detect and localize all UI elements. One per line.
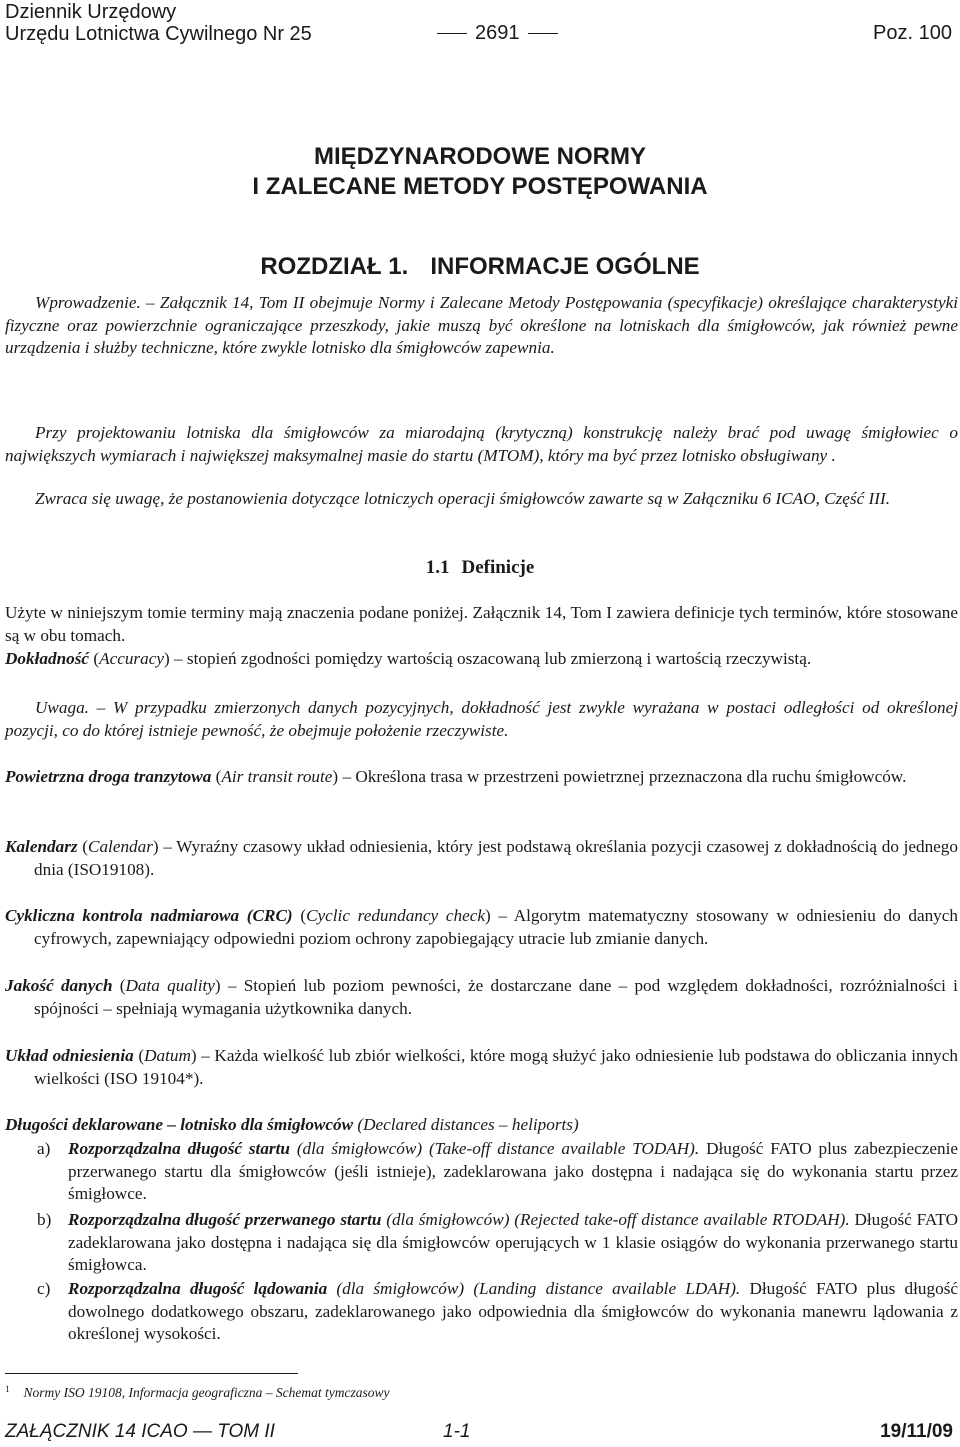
text-crc: – Algorytm matematyczny stosowany w odniesieniu do danych cyfrowych, zapewniający odpowiedni poziom ochrony zapobiegający utracie lub zmianie danych. — [34, 906, 958, 948]
item-term-a: Rozporządzalna długość startu — [68, 1139, 290, 1158]
definition-data-quality: Jakość danych (Data quality) – Stopień lub poziom pewności, że dostarczane dane – pod względem dokładności, rozróżnialności i spójności – spełniają wymagania użytkownika danych. — [5, 976, 958, 1018]
title-line-1: MIĘDZYNARODOWE NORMY — [314, 143, 646, 170]
declared-item-a — [37, 1138, 958, 1206]
text-accuracy: – stopień zgodności pomiędzy wartością oszacowaną lub zmierzoną i wartością rzeczywistą. — [169, 649, 812, 668]
term-crc: Cykliczna kontrola nadmiarowa (CRC) — [5, 906, 293, 925]
english-datum: Datum — [144, 1046, 191, 1065]
term-air-transit-route: Powietrzna droga tranzytowa — [5, 767, 212, 786]
definition-crc: Cykliczna kontrola nadmiarowa (CRC) (Cyclic redundancy check) – Algorytm matematyczny stosowany w odniesieniu do danych cyfrowych, zapewniający odpowiedni poziom ochrony zapobiegający utracie lub zmianie danych. — [5, 906, 958, 948]
footnote-text: Normy ISO 19108, Informacja geograficzna – Schemat tymczasowy — [23, 1385, 390, 1400]
section-number: 1.1 — [425, 557, 450, 578]
footer-annex: ZAŁĄCZNIK 14 ICAO — TOM II — [5, 1421, 275, 1442]
definition-declared-distances — [5, 1114, 958, 1137]
chapter-label: ROZDZIAŁ 1. — [260, 253, 409, 280]
item-text-c: Długość FATO plus długość dowolnego dodatkowego obszaru, zadeklarowanego jako odpowiednia dla śmigłowców do wykonania manewru lądowania z określonej wysokości. — [68, 1279, 959, 1344]
english-data-quality: Data quality — [125, 976, 215, 995]
term-declared-distances: Długości deklarowane – lotnisko dla śmigłowców — [5, 1115, 354, 1134]
footnote-rule — [5, 1373, 298, 1374]
intro-lead: Wprowadzenie. – — [35, 293, 160, 312]
journal-name: Dziennik Urzędowy — [5, 1, 177, 23]
definition-datum: Układ odniesienia (Datum) – Każda wielkość lub zbiór wielkości, które mogą służyć jako odniesienie lub podstawa do obliczania innych wielkości (ISO 19104*). — [5, 1046, 958, 1088]
intro-paragraph-2: Przy projektowaniu lotniska dla śmigłowców za miarodajną (krytyczną) konstrukcję należy brać pod uwagę śmigłowiec o największych wymiarach i największej maksymalnej masie do startu (MTOM), który ma być przez lotnisko obsługiwany . — [5, 423, 958, 465]
item-term-b: Rozporządzalna długość przerwanego startu — [68, 1210, 382, 1229]
english-calendar: Calendar — [87, 837, 153, 856]
definition-accuracy: Dokładność (Accuracy) – stopień zgodności pomiędzy wartością oszacowaną lub zmierzoną i wartością rzeczywistą. — [5, 649, 812, 668]
item-body-a — [68, 1138, 958, 1206]
item-body-c — [68, 1278, 958, 1346]
intro-text: Załącznik 14, Tom II obejmuje Normy i Zalecane Metody Postępowania (specyfikacje) określające charakterystyki fizyczne oraz powierzchnie ograniczające przeszkody, jakie muszą być określone na lotniskach dla śmigłowców, jak również pewne urządzenia i służby techniczne, które zwykle lotnisko dla śmigłowców zapewnia. — [5, 293, 958, 358]
intro-paragraph-1 — [5, 292, 958, 360]
item-qualifier-c: (dla śmigłowców) (Landing distance available LDAH). — [327, 1279, 741, 1298]
declared-item-c — [37, 1278, 958, 1346]
item-qualifier-b: (dla śmigłowców) (Rejected take-off distance available RTODAH). — [381, 1210, 850, 1229]
item-text-b: Długość FATO zadeklarowana jako dostępna i nadająca się dla śmigłowców operujących w 1 klasie osiągów do wykonania przerwanego startu śmigłowca. — [68, 1210, 958, 1275]
item-label-a: a) — [37, 1139, 51, 1158]
english-accuracy: Accuracy — [99, 649, 164, 668]
item-term-c: Rozporządzalna długość lądowania — [68, 1279, 328, 1298]
text-datum: – Każda wielkość lub zbiór wielkości, które mogą służyć jako odniesienie lub podstawa do obliczania innych wielkości (ISO 19104*). — [34, 1046, 958, 1088]
dash-right — [528, 33, 558, 34]
footnote-marker: 1 — [5, 1384, 10, 1394]
page-number: 2691 — [475, 22, 520, 44]
definition-air-transit-route: Powietrzna droga tranzytowa (Air transit route) – Określona trasa w przestrzeni powietrznej przeznaczona dla ruchu śmigłowców. — [5, 767, 907, 786]
item-text-a: Długość FATO plus zabezpieczenie przerwanego startu dla śmigłowców (jeśli istnieje), zadeklarowana jako dostępna i nadająca się do wykonania startu przez śmigłowce. — [68, 1139, 958, 1204]
english-declared-distances: (Declared distances – heliports) — [353, 1115, 579, 1134]
intro-paragraph-3: Zwraca się uwagę, że postanowienia dotyczące lotniczych operacji śmigłowców zawarte są w Załączniku 6 ICAO, Część III. — [35, 489, 890, 508]
dash-left — [437, 33, 467, 34]
page-number-header — [429, 22, 566, 44]
declared-item-b — [37, 1209, 958, 1277]
footnote — [5, 1380, 389, 1402]
definitions-intro: Użyte w niniejszym tomie terminy mają znaczenia podane poniżej. Załącznik 14, Tom I zawiera definicje tych terminów, które stosowane są w obu tomach. — [5, 603, 958, 645]
term-accuracy: Dokładność — [5, 649, 90, 668]
chapter-name: INFORMACJE OGÓLNE — [430, 253, 700, 280]
item-label-c: c) — [37, 1279, 51, 1298]
text-data-quality: – Stopień lub poziom pewności, że dostarczane dane – pod względem dokładności, rozróżnialności i spójności – spełniają wymagania użytkownika danych. — [34, 976, 958, 1018]
item-label-b: b) — [37, 1210, 52, 1229]
title-line-2: I ZALECANE METODY POSTĘPOWANIA — [252, 173, 708, 200]
section-heading — [0, 557, 960, 579]
english-air-transit-route: Air transit route — [221, 767, 333, 786]
chapter-heading — [0, 252, 960, 282]
text-calendar: – Wyraźny czasowy układ odniesienia, który jest podstawą określania pozycji czasowej z dokładnością do jednego dnia (ISO19108). — [34, 837, 958, 879]
journal-issue: Urzędu Lotnictwa Cywilnego Nr 25 — [5, 23, 312, 45]
definition-calendar: Kalendarz (Calendar) – Wyraźny czasowy układ odniesienia, który jest podstawą określania pozycji czasowej z dokładnością do jednego dnia (ISO19108). — [5, 837, 958, 879]
term-datum: Układ odniesienia — [5, 1046, 134, 1065]
text-air-transit-route: – Określona trasa w przestrzeni powietrznej przeznaczona dla ruchu śmigłowców. — [338, 767, 907, 786]
term-data-quality: Jakość danych — [5, 976, 113, 995]
term-calendar: Kalendarz — [5, 837, 78, 856]
section-title: Definicje — [461, 557, 535, 578]
note-accuracy: Uwaga. – W przypadku zmierzonych danych pozycyjnych, dokładność jest zwykle wyrażana w postaci odległości od określonej pozycji, co do której istnieje pewność, że obejmuje położenie rzeczywiste. — [5, 698, 958, 740]
document-title — [0, 142, 960, 202]
footer-date: 19/11/09 — [880, 1421, 953, 1442]
english-crc: Cyclic redundancy check — [306, 906, 485, 925]
item-body-b — [68, 1209, 958, 1277]
footer-page: 1-1 — [443, 1421, 471, 1442]
journal-header — [5, 1, 312, 45]
item-qualifier-a: (dla śmigłowców) (Take-off distance available TODAH). — [289, 1139, 700, 1158]
position-number: Poz. 100 — [873, 22, 952, 44]
